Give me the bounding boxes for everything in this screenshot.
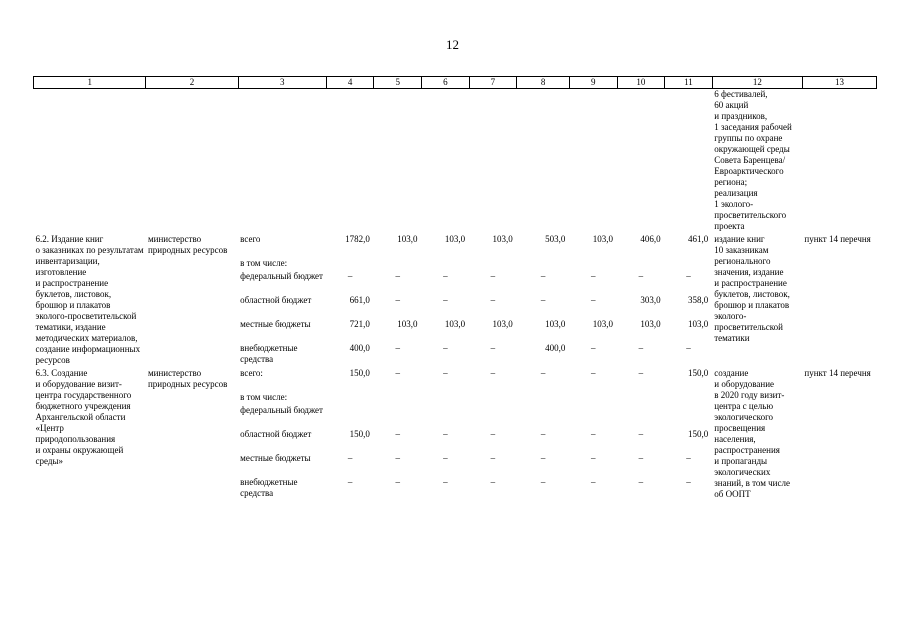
funding-value: 103,0 bbox=[545, 319, 566, 330]
funding-value: 461,0 bbox=[688, 234, 709, 244]
funding-value bbox=[665, 256, 713, 270]
funding-value: – bbox=[590, 477, 596, 488]
funding-value: – bbox=[638, 429, 644, 440]
funding-value bbox=[517, 390, 570, 404]
expected-result: издание книг 10 заказникам регионального значения, издание и распространение буклетов, листовок, брошюр и плакатов эколого-просветительской тематики bbox=[714, 234, 790, 343]
funding-value: – bbox=[686, 453, 691, 464]
funding-value: – bbox=[686, 271, 691, 282]
column-number-2: 2 bbox=[146, 77, 238, 89]
funding-source: внебюджетные средства bbox=[240, 477, 298, 499]
funding-value: 103,0 bbox=[397, 319, 418, 330]
funding-source: местные бюджеты bbox=[240, 319, 311, 330]
page-number: 12 bbox=[446, 37, 459, 52]
funding-value bbox=[665, 390, 713, 404]
column-number-12: 12 bbox=[712, 77, 802, 89]
funding-value bbox=[422, 390, 470, 404]
funding-value: – bbox=[443, 343, 448, 354]
funding-value: – bbox=[395, 271, 400, 282]
activity-name: 6.2. Издание книг о заказниках по результатам инвентаризации, изготовление и распространение буклетов, листовок, брошюр и плакатов эколого-просветительской тематики, издание методических материалов, создание информационных ресурсов bbox=[35, 234, 144, 365]
funding-value: – bbox=[490, 343, 496, 354]
funding-value: – bbox=[490, 295, 496, 306]
funding-value: 721,0 bbox=[349, 319, 370, 330]
column-number-7: 7 bbox=[469, 77, 517, 89]
funding-source: в том числе: bbox=[240, 391, 288, 402]
funding-value: 358,0 bbox=[688, 295, 709, 306]
funding-value bbox=[374, 256, 422, 270]
funding-value: – bbox=[590, 453, 596, 464]
funding-value: 661,0 bbox=[349, 295, 370, 306]
reference-cell: пункт 14 перечня bbox=[804, 368, 871, 378]
funding-source: федеральный бюджет bbox=[240, 405, 323, 416]
funding-value: – bbox=[686, 343, 691, 354]
column-number-3: 3 bbox=[238, 77, 326, 89]
reference-cell: пункт 14 перечня bbox=[804, 234, 871, 244]
funding-value: – bbox=[540, 477, 546, 488]
funding-value: – bbox=[638, 477, 644, 488]
program-table bbox=[33, 76, 877, 500]
funding-source: федеральный бюджет bbox=[240, 271, 323, 282]
funding-value bbox=[569, 256, 617, 270]
funding-value: – bbox=[540, 295, 546, 306]
column-number-13: 13 bbox=[802, 77, 876, 89]
column-number-4: 4 bbox=[326, 77, 374, 89]
funding-value: – bbox=[443, 477, 448, 488]
funding-value: 406,0 bbox=[640, 234, 661, 244]
column-number-6: 6 bbox=[422, 77, 470, 89]
funding-source: областной бюджет bbox=[240, 429, 312, 440]
funding-value bbox=[517, 256, 570, 270]
funding-value bbox=[469, 403, 517, 427]
funding-value: – bbox=[590, 368, 596, 378]
funding-value: – bbox=[347, 453, 353, 464]
funding-value: 103,0 bbox=[492, 234, 513, 244]
funding-value bbox=[569, 403, 617, 427]
continuation-row bbox=[34, 89, 877, 233]
funding-value: 103,0 bbox=[444, 319, 466, 330]
funding-value: – bbox=[395, 295, 400, 306]
column-number-row bbox=[34, 77, 877, 89]
funding-value: 400,0 bbox=[349, 343, 370, 354]
funding-value: 303,0 bbox=[640, 295, 661, 306]
funding-value: 150,0 bbox=[688, 368, 709, 378]
funding-value: 150,0 bbox=[349, 429, 370, 440]
funding-value: 103,0 bbox=[444, 234, 466, 244]
funding-value: – bbox=[638, 271, 644, 282]
funding-source: в том числе: bbox=[240, 257, 288, 268]
funding-value bbox=[326, 256, 374, 270]
funding-source: местные бюджеты bbox=[240, 453, 311, 464]
funding-value: – bbox=[395, 429, 400, 440]
funding-value: 400,0 bbox=[545, 343, 566, 354]
funding-source: внебюджетные средства bbox=[240, 343, 298, 365]
funding-value: – bbox=[638, 368, 644, 378]
funding-value: – bbox=[490, 453, 496, 464]
funding-value bbox=[469, 390, 517, 404]
column-number-5: 5 bbox=[374, 77, 422, 89]
funding-source: всего bbox=[240, 234, 261, 244]
funding-value bbox=[374, 390, 422, 404]
funding-value: – bbox=[490, 429, 496, 440]
funding-value bbox=[617, 390, 665, 404]
funding-value bbox=[569, 390, 617, 404]
funding-value: – bbox=[395, 343, 400, 354]
funding-value bbox=[326, 403, 374, 427]
funding-value: – bbox=[638, 343, 644, 354]
funding-value: – bbox=[347, 477, 353, 488]
funding-value: 150,0 bbox=[688, 429, 709, 440]
funding-value: 103,0 bbox=[397, 234, 418, 244]
executor-cell: министерство природных ресурсов bbox=[147, 234, 228, 255]
funding-value bbox=[469, 256, 517, 270]
funding-value: – bbox=[490, 368, 496, 378]
funding-value: – bbox=[490, 477, 496, 488]
funding-value: – bbox=[590, 343, 596, 354]
continuation-text: 6 фестивалей, 60 акций и праздников, 1 заседания рабочей группы по охране окружающей среды Совета Баренцева/ Евроарктического региона; реализация 1 эколого-просветительского проекта bbox=[714, 89, 792, 231]
funding-value: – bbox=[443, 453, 448, 464]
funding-value bbox=[617, 403, 665, 427]
funding-source: областной бюджет bbox=[240, 295, 312, 306]
funding-value: – bbox=[590, 271, 596, 282]
funding-value: – bbox=[443, 368, 448, 378]
funding-value bbox=[422, 403, 470, 427]
funding-value: – bbox=[395, 368, 400, 378]
funding-value: – bbox=[540, 271, 546, 282]
funding-value bbox=[617, 256, 665, 270]
funding-value bbox=[665, 403, 713, 427]
expected-result: создание и оборудование в 2020 году визит-центра с целью экологического просвещения населения, распространения и пропаганды экологических знаний, в том числе об ООПТ bbox=[714, 368, 790, 499]
funding-value bbox=[517, 403, 570, 427]
executor-cell: министерство природных ресурсов bbox=[147, 368, 228, 389]
funding-value: – bbox=[540, 368, 546, 378]
table-row bbox=[34, 366, 877, 390]
funding-value: – bbox=[443, 429, 448, 440]
column-number-9: 9 bbox=[569, 77, 617, 89]
funding-value: – bbox=[540, 453, 546, 464]
column-number-8: 8 bbox=[517, 77, 570, 89]
column-number-1: 1 bbox=[34, 77, 146, 89]
funding-value: 150,0 bbox=[349, 368, 370, 378]
funding-value: – bbox=[686, 477, 691, 488]
funding-value: – bbox=[443, 271, 448, 282]
funding-value: 103,0 bbox=[492, 319, 513, 330]
funding-value: – bbox=[540, 429, 546, 440]
funding-value: – bbox=[395, 477, 400, 488]
column-number-10: 10 bbox=[617, 77, 665, 89]
table-row bbox=[34, 232, 877, 256]
activity-name: 6.3. Создание и оборудование визит-центра государственного бюджетного учреждения Архангельской области «Центр природопользования и охраны окружающей среды» bbox=[35, 368, 132, 466]
column-number-11: 11 bbox=[665, 77, 713, 89]
funding-value: – bbox=[590, 429, 596, 440]
funding-value: 103,0 bbox=[640, 319, 661, 330]
funding-value: – bbox=[443, 295, 448, 306]
funding-source: всего: bbox=[240, 368, 263, 378]
funding-value: – bbox=[347, 271, 353, 282]
funding-value: – bbox=[395, 453, 400, 464]
funding-value: 103,0 bbox=[592, 319, 614, 330]
funding-value: 1782,0 bbox=[345, 234, 370, 244]
funding-value: – bbox=[590, 295, 596, 306]
funding-value: – bbox=[638, 453, 644, 464]
funding-value: – bbox=[490, 271, 496, 282]
funding-value: 103,0 bbox=[592, 234, 614, 244]
funding-value bbox=[422, 256, 470, 270]
funding-value bbox=[326, 390, 374, 404]
funding-value bbox=[374, 403, 422, 427]
funding-value: 103,0 bbox=[688, 319, 709, 330]
funding-value: 503,0 bbox=[545, 234, 566, 244]
